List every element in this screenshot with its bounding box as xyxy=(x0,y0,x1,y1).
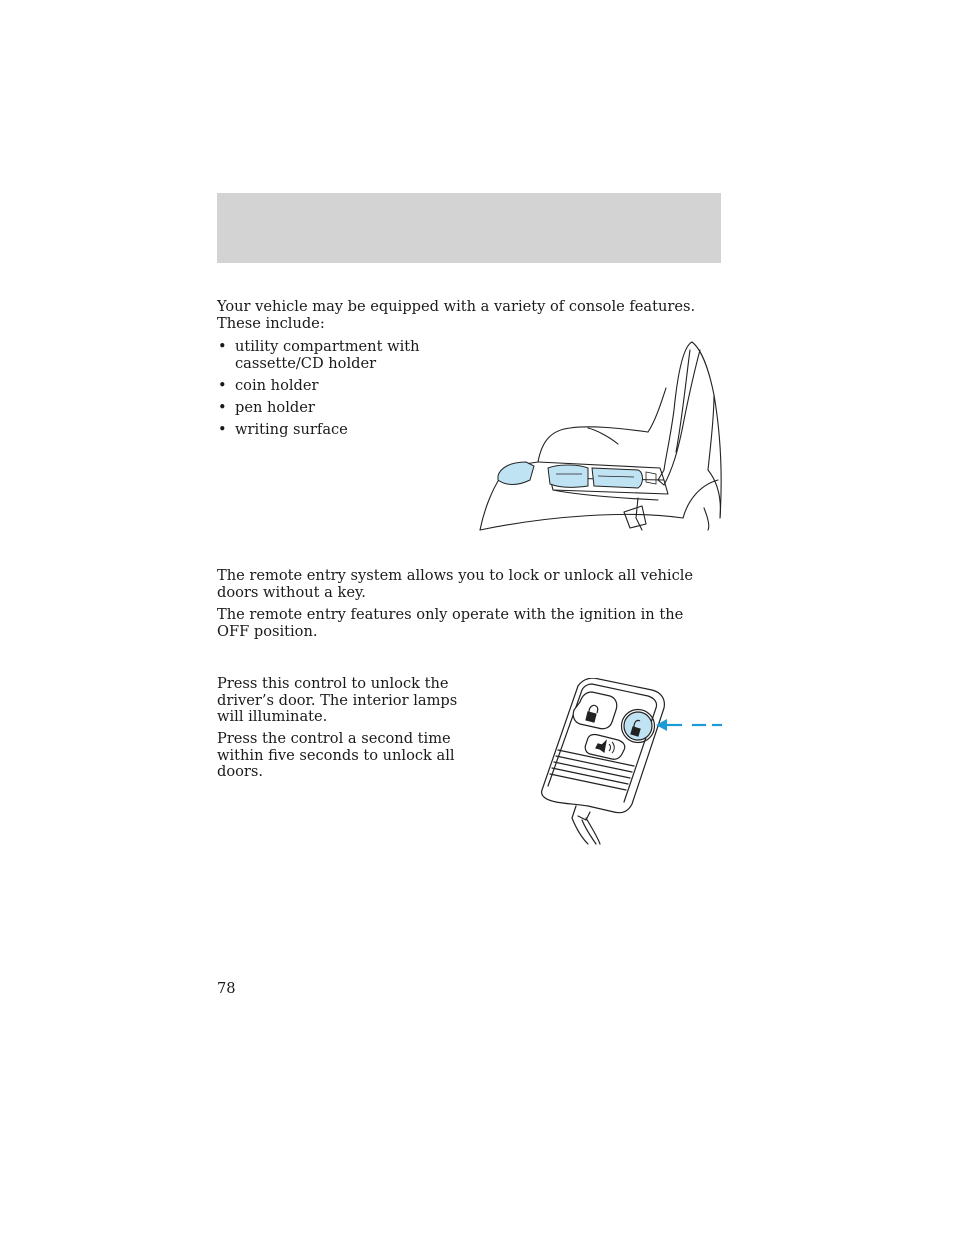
list-item xyxy=(217,400,437,417)
section-header-band xyxy=(217,193,721,263)
feature-label: utility compartment with cassette/CD holder xyxy=(235,338,420,372)
unlock-paragraph-2: Press the control a second time within five seconds to unlock all doors. xyxy=(217,730,455,781)
bullet-icon: • xyxy=(218,338,227,355)
list-item xyxy=(217,339,437,372)
bullet-icon: • xyxy=(218,399,227,417)
remote-key-fob-illustration xyxy=(536,678,724,846)
page-number: 78 xyxy=(217,980,236,997)
bullet-icon: • xyxy=(218,421,227,439)
remote-entry-paragraph-2: The remote entry features only operate with the ignition in the OFF position. xyxy=(217,606,684,640)
list-item xyxy=(217,422,437,439)
feature-label: pen holder xyxy=(235,399,315,417)
console-intro-text: Your vehicle may be equipped with a variety of console features. These include: xyxy=(217,298,696,332)
unlock-paragraph-1: Press this control to unlock the driver’s door. The interior lamps will illuminate. xyxy=(217,675,458,726)
remote-entry-paragraph-1: The remote entry system allows you to lock or unlock all vehicle doors without a key. xyxy=(217,567,694,601)
feature-label: writing surface xyxy=(235,421,348,439)
list-item xyxy=(217,378,437,395)
bullet-icon: • xyxy=(218,376,227,394)
console-features-list xyxy=(217,339,437,445)
console-illustration xyxy=(478,340,723,532)
feature-label: coin holder xyxy=(235,376,319,394)
